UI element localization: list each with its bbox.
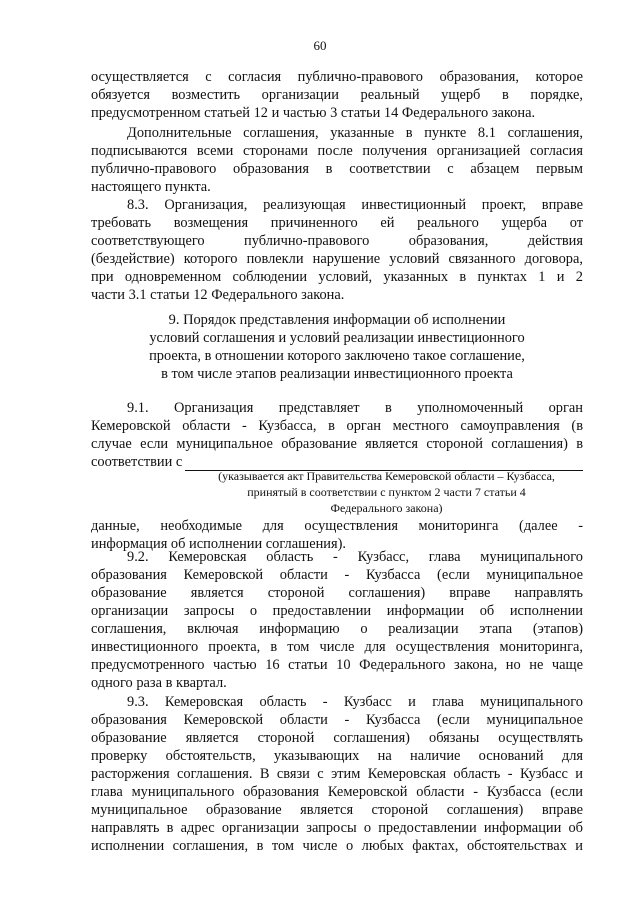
text-line: образования Кемеровской области - Кузбасса (если муниципальное bbox=[91, 712, 583, 728]
text-line: одного раза в квартал. bbox=[91, 675, 227, 691]
text-line: предусмотренного частью 16 статьи 10 Федерального закона, но не чаще bbox=[91, 657, 583, 673]
paragraph-9-3 bbox=[91, 693, 583, 855]
text-line: настоящего пункта. bbox=[91, 179, 211, 195]
text-line: публично-правового образования в соответствии с абзацем первым bbox=[91, 161, 583, 177]
text-line: образования Кемеровской области - Кузбасса (если муниципальное bbox=[91, 567, 583, 583]
text-line: соглашения, включая информацию о реализации этапа (этапов) bbox=[91, 621, 583, 637]
paragraph-8-3 bbox=[91, 196, 583, 304]
text-line: проверку обстоятельств, указывающих на наличие оснований для bbox=[91, 748, 583, 764]
section-heading bbox=[91, 311, 583, 383]
heading-line: проекта, в отношении которого заключено такое соглашение, bbox=[149, 348, 525, 364]
annotation-line: принятый в соответствии с пунктом 2 части 7 статьи 4 bbox=[247, 485, 526, 499]
paragraph-2 bbox=[91, 124, 583, 196]
text-line: исполнении соглашения, в том числе о любых фактах, обстоятельствах и bbox=[91, 838, 583, 854]
text-line: образование является стороной соглашения) обязаны осуществлять bbox=[91, 730, 583, 746]
text-line: образование является стороной соглашения) вправе направлять bbox=[91, 585, 583, 601]
paragraph-9-1 bbox=[91, 399, 583, 471]
paragraph-1 bbox=[91, 68, 583, 122]
text-line: Дополнительные соглашения, указанные в пункте 8.1 соглашения, bbox=[127, 125, 583, 141]
text-line: расторжения соглашения. В связи с этим Кемеровская область - Кузбасс и bbox=[91, 766, 583, 782]
text-line: части 3.1 статьи 12 Федерального закона. bbox=[91, 287, 345, 303]
heading-line: 9. Порядок представления информации об исполнении bbox=[168, 312, 506, 328]
text-line: глава муниципального образования Кемеровской области - Кузбасса (если bbox=[91, 784, 583, 800]
text-line: требовать возмещения причиненного ей реального ущерба от bbox=[91, 215, 583, 231]
text-line: 9.3. Кемеровская область - Кузбасс и глава муниципального bbox=[127, 694, 583, 710]
text-line: обязуется возместить организации реальный ущерб в порядке, bbox=[91, 87, 583, 103]
text-line: предусмотренном статьей 12 и частью 3 статьи 14 Федерального закона. bbox=[91, 105, 536, 121]
text-line: инвестиционного проекта, в том числе для осуществления мониторинга, bbox=[91, 639, 583, 655]
text-line: подписываются всеми сторонами после получения организацией согласия bbox=[91, 143, 583, 159]
page-number: 60 bbox=[313, 38, 327, 53]
text-line: случае если муниципальное образование является стороной соглашения) в bbox=[91, 436, 583, 452]
text-line: данные, необходимые для осуществления мониторинга (далее - bbox=[91, 518, 583, 534]
heading-line: условий соглашения и условий реализации инвестиционного bbox=[149, 330, 525, 346]
text-line: осуществляется с согласия публично-правового образования, которое bbox=[91, 69, 583, 85]
text-line: направлять в адрес организации запросы о предоставлении информации об bbox=[91, 820, 583, 836]
text-line: информация об исполнении соглашения). bbox=[91, 536, 346, 552]
text-line: (бездействие) которого повлекли нарушение условий связанного договора, bbox=[91, 251, 583, 267]
annotation-line: (указывается акт Правительства Кемеровской области – Кузбасса, bbox=[218, 469, 555, 483]
text-line: 8.3. Организация, реализующая инвестиционный проект, вправе bbox=[127, 197, 583, 213]
text-line: 9.1. Организация представляет в уполномоченный орган bbox=[127, 400, 583, 416]
heading-line: в том числе этапов реализации инвестиционного проекта bbox=[161, 366, 513, 382]
text-line: Кемеровской области - Кузбасса, в орган местного самоуправления (в bbox=[91, 418, 583, 434]
annotation-line: Федерального закона) bbox=[330, 501, 443, 515]
text-line: соответствии с bbox=[91, 454, 183, 470]
text-line: организации запросы о предоставлении информации об исполнении bbox=[91, 603, 583, 619]
blank-annotation bbox=[190, 468, 583, 516]
text-line: при одновременном соблюдении условий, указанных в пунктах 1 и 2 bbox=[91, 269, 583, 285]
paragraph-9-2 bbox=[91, 548, 583, 692]
text-line: муниципальное образование является стороной соглашения) вправе bbox=[91, 802, 583, 818]
text-line: соответствующего публично-правового образования, действия bbox=[91, 233, 583, 249]
text-line: 9.2. Кемеровская область - Кузбасс, глава муниципального bbox=[127, 549, 583, 565]
